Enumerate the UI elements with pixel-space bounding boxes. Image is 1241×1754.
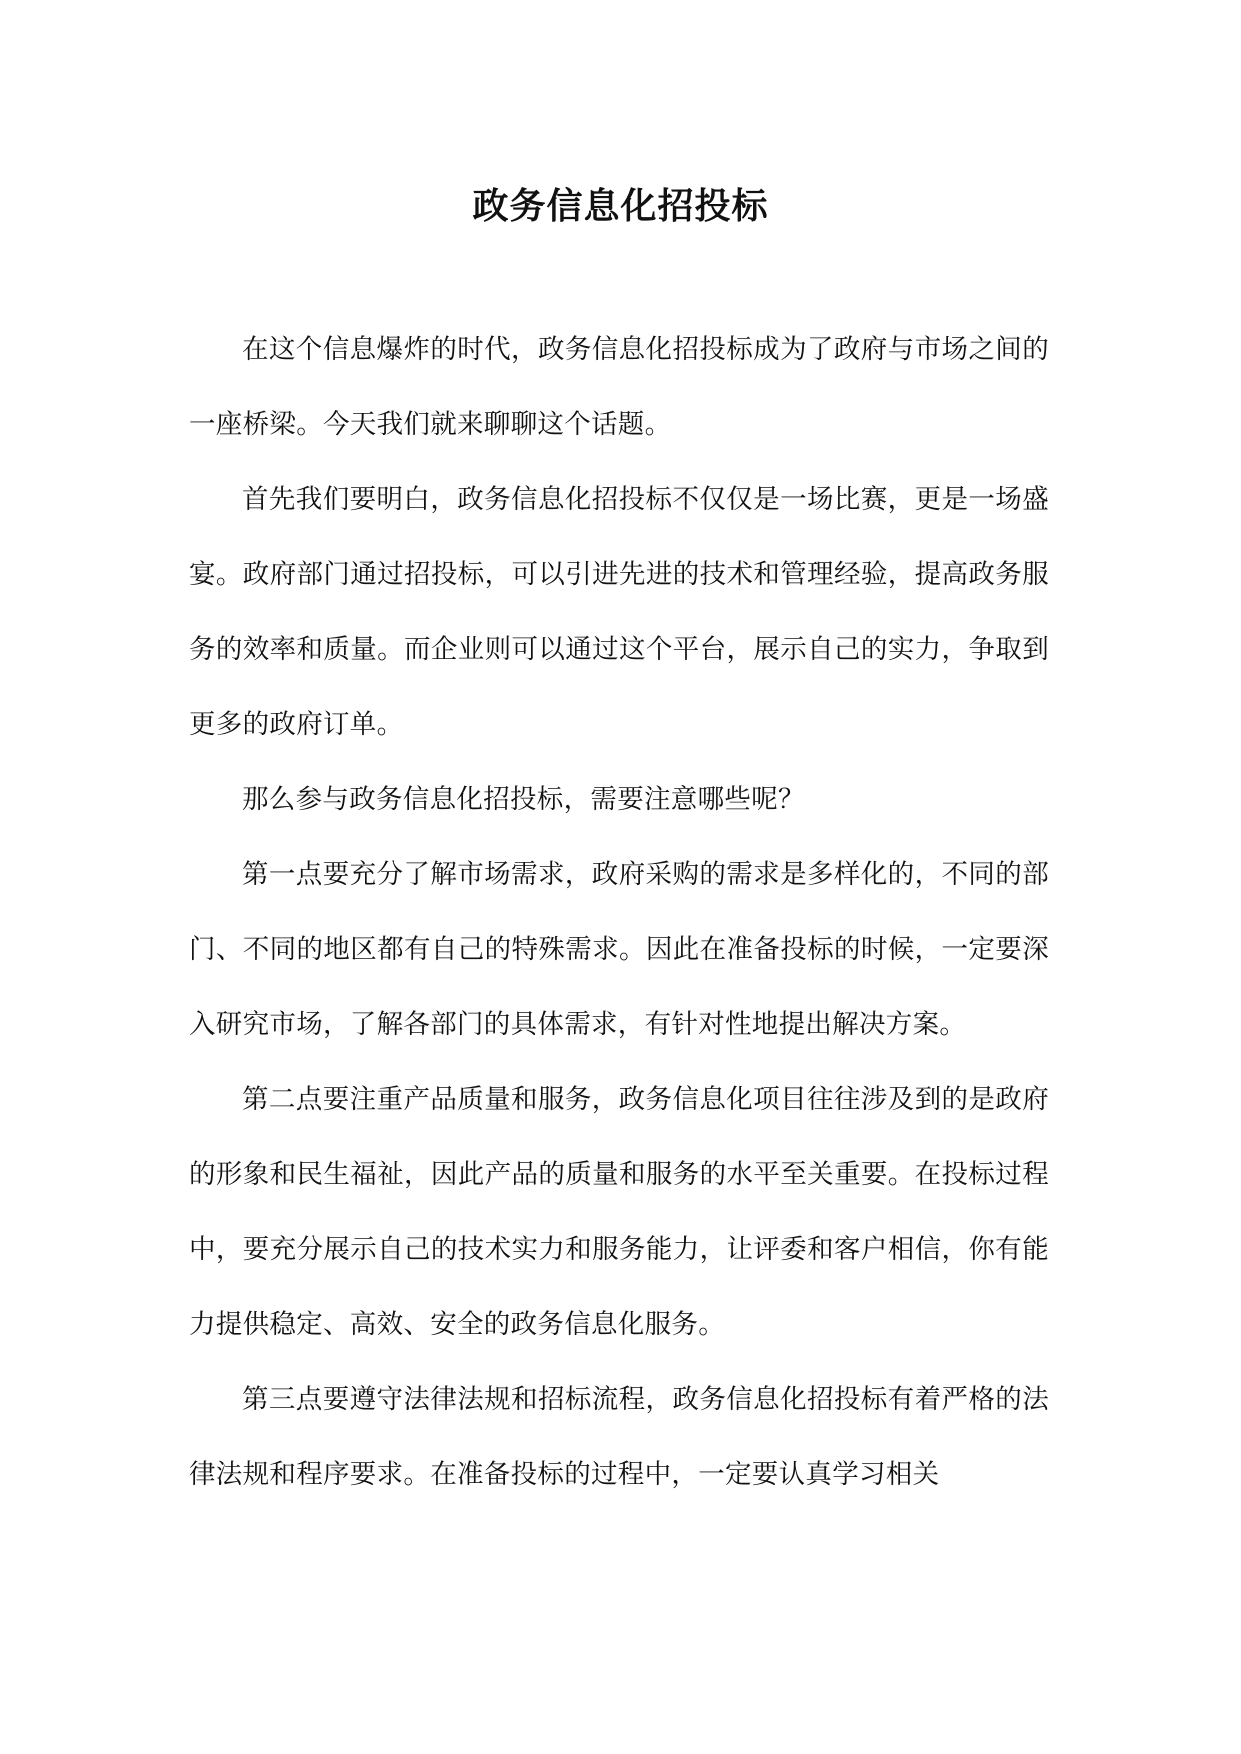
paragraph-question: 那么参与政务信息化招投标，需要注意哪些呢？ [242, 784, 805, 815]
document-body [189, 312, 1049, 1512]
document-title: 政务信息化招投标 [472, 186, 769, 227]
paragraph-intro: 在这个信息爆炸的时代，政务信息化招投标成为了政府与市场之间的一座桥梁。今天我们就来聊聊这个话题。 [189, 334, 1049, 440]
paragraph-point-one: 第一点要充分了解市场需求，政府采购的需求是多样化的，不同的部门、不同的地区都有自己的特殊需求。因此在准备投标的时候，一定要深入研究市场，了解各部门的具体需求，有针对性地提出解决方案。 [189, 859, 1049, 1040]
paragraph-overview: 首先我们要明白，政务信息化招投标不仅仅是一场比赛，更是一场盛宴。政府部门通过招投标，可以引进先进的技术和管理经验，提高政务服务的效率和质量。而企业则可以通过这个平台，展示自己的实力，争取到更多的政府订单。 [189, 484, 1049, 740]
paragraph-point-two: 第二点要注重产品质量和服务，政务信息化项目往往涉及到的是政府的形象和民生福祉，因此产品的质量和服务的水平至关重要。在投标过程中，要充分展示自己的技术实力和服务能力，让评委和客户相信，你有能力提供稳定、高效、安全的政务信息化服务。 [189, 1084, 1049, 1340]
paragraph-point-three: 第三点要遵守法律法规和招标流程，政务信息化招投标有着严格的法律法规和程序要求。在准备投标的过程中，一定要认真学习相关 [189, 1384, 1049, 1490]
